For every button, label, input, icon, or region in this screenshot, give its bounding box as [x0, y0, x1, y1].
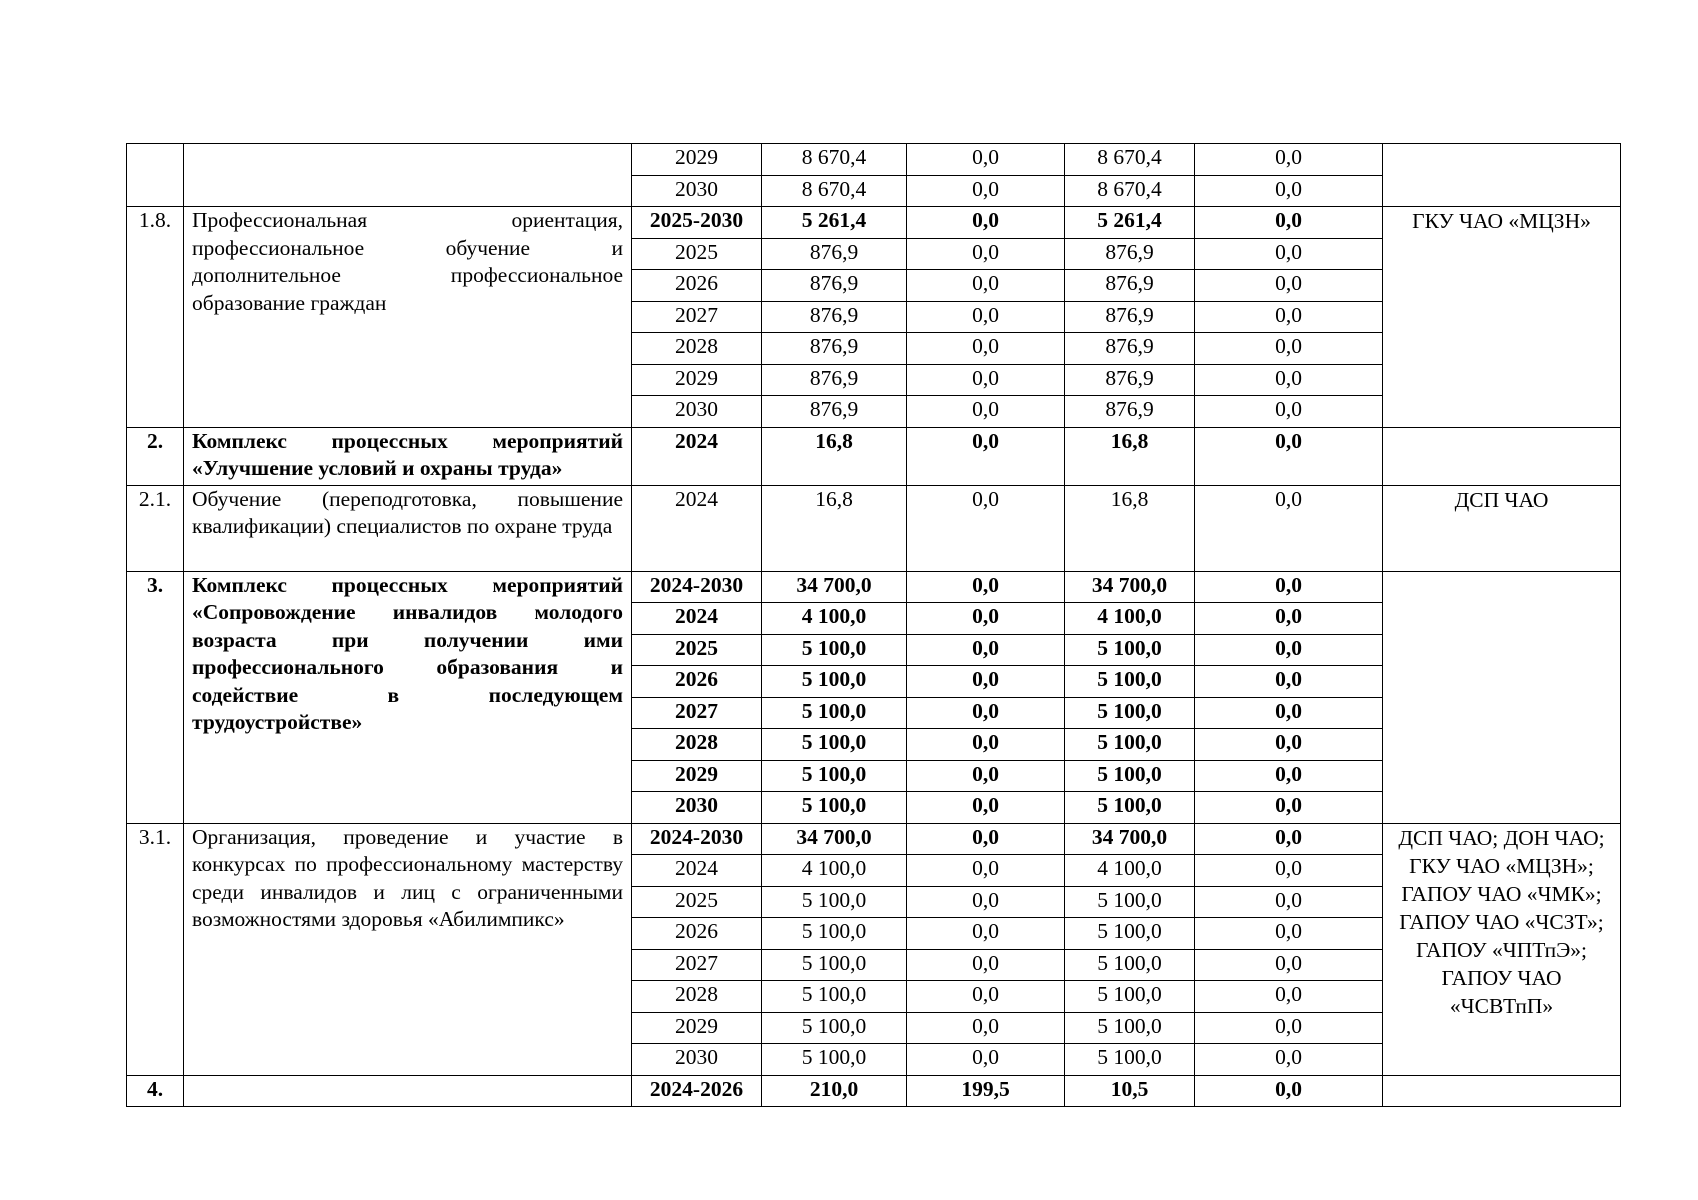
- year-cell: 2028: [632, 729, 762, 761]
- federal-budget-cell: 0,0: [907, 760, 1065, 792]
- other-sources-cell: 0,0: [1195, 981, 1383, 1013]
- year-cell: 2030: [632, 792, 762, 824]
- total-cell: 5 100,0: [762, 1012, 907, 1044]
- item-name: Комплекс процессных мероприятий «Сопровождение инвалидов молодого возраста при получении ими профессионального образования и содействие в последующем трудоустройстве»: [184, 571, 632, 823]
- year-cell: 2024: [632, 855, 762, 887]
- federal-budget-cell: 0,0: [907, 666, 1065, 698]
- year-cell: 2024: [632, 485, 762, 571]
- other-sources-cell: 0,0: [1195, 396, 1383, 428]
- total-cell: 4 100,0: [762, 855, 907, 887]
- other-sources-cell: 0,0: [1195, 270, 1383, 302]
- other-sources-cell: 0,0: [1195, 427, 1383, 485]
- table-row: [127, 427, 1621, 485]
- total-cell: 876,9: [762, 301, 907, 333]
- table-row: [127, 485, 1621, 571]
- table-body: [127, 144, 1621, 1107]
- year-cell: 2029: [632, 144, 762, 176]
- year-cell: 2025: [632, 238, 762, 270]
- federal-budget-cell: 0,0: [907, 485, 1065, 571]
- year-cell: 2028: [632, 333, 762, 365]
- regional-budget-cell: 5 100,0: [1065, 634, 1195, 666]
- total-cell: 5 100,0: [762, 634, 907, 666]
- year-cell: 2028: [632, 981, 762, 1013]
- regional-budget-cell: 10,5: [1065, 1075, 1195, 1107]
- federal-budget-cell: 0,0: [907, 396, 1065, 428]
- responsible-executor: [1383, 144, 1621, 207]
- responsible-executor: ГКУ ЧАО «МЦЗН»: [1383, 207, 1621, 428]
- other-sources-cell: 0,0: [1195, 729, 1383, 761]
- regional-budget-cell: 876,9: [1065, 238, 1195, 270]
- federal-budget-cell: 0,0: [907, 823, 1065, 855]
- federal-budget-cell: 0,0: [907, 333, 1065, 365]
- year-cell: 2024: [632, 603, 762, 635]
- year-cell: 2024-2030: [632, 823, 762, 855]
- total-cell: 8 670,4: [762, 144, 907, 176]
- regional-budget-cell: 876,9: [1065, 396, 1195, 428]
- year-cell: 2025-2030: [632, 207, 762, 239]
- regional-budget-cell: 16,8: [1065, 485, 1195, 571]
- item-number: 1.8.: [127, 207, 184, 428]
- regional-budget-cell: 5 100,0: [1065, 949, 1195, 981]
- federal-budget-cell: 0,0: [907, 603, 1065, 635]
- total-cell: 16,8: [762, 485, 907, 571]
- item-number: [127, 144, 184, 207]
- federal-budget-cell: 0,0: [907, 855, 1065, 887]
- responsible-executor: ДСП ЧАО: [1383, 485, 1621, 571]
- item-number: 3.1.: [127, 823, 184, 1075]
- item-name: [184, 144, 632, 207]
- budget-table: [126, 143, 1621, 1107]
- regional-budget-cell: 34 700,0: [1065, 571, 1195, 603]
- federal-budget-cell: 0,0: [907, 144, 1065, 176]
- federal-budget-cell: 0,0: [907, 886, 1065, 918]
- year-cell: 2029: [632, 364, 762, 396]
- total-cell: 5 100,0: [762, 918, 907, 950]
- regional-budget-cell: 4 100,0: [1065, 603, 1195, 635]
- total-cell: 5 100,0: [762, 981, 907, 1013]
- federal-budget-cell: 0,0: [907, 697, 1065, 729]
- item-name: [184, 1075, 632, 1107]
- total-cell: 5 100,0: [762, 1044, 907, 1076]
- total-cell: 210,0: [762, 1075, 907, 1107]
- year-cell: 2027: [632, 301, 762, 333]
- federal-budget-cell: 0,0: [907, 1044, 1065, 1076]
- federal-budget-cell: 0,0: [907, 949, 1065, 981]
- federal-budget-cell: 0,0: [907, 981, 1065, 1013]
- total-cell: 5 100,0: [762, 886, 907, 918]
- item-number: 4.: [127, 1075, 184, 1107]
- regional-budget-cell: 5 100,0: [1065, 792, 1195, 824]
- federal-budget-cell: 0,0: [907, 634, 1065, 666]
- responsible-executor: ДСП ЧАО; ДОН ЧАО; ГКУ ЧАО «МЦЗН»; ГАПОУ ЧАО «ЧМК»; ГАПОУ ЧАО «ЧСЗТ»; ГАПОУ «ЧПТпЭ»; ГАПОУ ЧАО «ЧСВТпП»: [1383, 823, 1621, 1075]
- year-cell: 2029: [632, 760, 762, 792]
- other-sources-cell: 0,0: [1195, 207, 1383, 239]
- regional-budget-cell: 34 700,0: [1065, 823, 1195, 855]
- item-number: 3.: [127, 571, 184, 823]
- responsible-executor: [1383, 571, 1621, 823]
- regional-budget-cell: 5 100,0: [1065, 697, 1195, 729]
- other-sources-cell: 0,0: [1195, 666, 1383, 698]
- regional-budget-cell: 5 100,0: [1065, 886, 1195, 918]
- other-sources-cell: 0,0: [1195, 333, 1383, 365]
- regional-budget-cell: 5 100,0: [1065, 729, 1195, 761]
- total-cell: 8 670,4: [762, 175, 907, 207]
- item-name: Профессиональная ориентация, профессиональное обучение и дополнительное профессиональное образование граждан: [184, 207, 632, 428]
- other-sources-cell: 0,0: [1195, 485, 1383, 571]
- table-row: [127, 144, 1621, 176]
- federal-budget-cell: 0,0: [907, 175, 1065, 207]
- federal-budget-cell: 0,0: [907, 238, 1065, 270]
- other-sources-cell: 0,0: [1195, 175, 1383, 207]
- year-cell: 2025: [632, 634, 762, 666]
- year-cell: 2030: [632, 1044, 762, 1076]
- total-cell: 4 100,0: [762, 603, 907, 635]
- other-sources-cell: 0,0: [1195, 1044, 1383, 1076]
- year-cell: 2030: [632, 175, 762, 207]
- year-cell: 2024: [632, 427, 762, 485]
- other-sources-cell: 0,0: [1195, 571, 1383, 603]
- federal-budget-cell: 0,0: [907, 270, 1065, 302]
- other-sources-cell: 0,0: [1195, 301, 1383, 333]
- regional-budget-cell: 876,9: [1065, 333, 1195, 365]
- item-name: Комплекс процессных мероприятий «Улучшение условий и охраны труда»: [184, 427, 632, 485]
- responsible-executor: [1383, 427, 1621, 485]
- total-cell: 5 100,0: [762, 697, 907, 729]
- item-number: 2.1.: [127, 485, 184, 571]
- total-cell: 5 100,0: [762, 792, 907, 824]
- total-cell: 5 261,4: [762, 207, 907, 239]
- other-sources-cell: 0,0: [1195, 238, 1383, 270]
- total-cell: 34 700,0: [762, 823, 907, 855]
- year-cell: 2027: [632, 697, 762, 729]
- year-cell: 2026: [632, 270, 762, 302]
- year-cell: 2025: [632, 886, 762, 918]
- federal-budget-cell: 0,0: [907, 1012, 1065, 1044]
- other-sources-cell: 0,0: [1195, 634, 1383, 666]
- regional-budget-cell: 8 670,4: [1065, 175, 1195, 207]
- total-cell: 16,8: [762, 427, 907, 485]
- other-sources-cell: 0,0: [1195, 760, 1383, 792]
- federal-budget-cell: 199,5: [907, 1075, 1065, 1107]
- total-cell: 5 100,0: [762, 760, 907, 792]
- table-row: [127, 823, 1621, 855]
- table-row: [127, 207, 1621, 239]
- regional-budget-cell: 5 100,0: [1065, 1012, 1195, 1044]
- total-cell: 876,9: [762, 364, 907, 396]
- year-cell: 2030: [632, 396, 762, 428]
- federal-budget-cell: 0,0: [907, 364, 1065, 396]
- total-cell: 5 100,0: [762, 729, 907, 761]
- other-sources-cell: 0,0: [1195, 886, 1383, 918]
- year-cell: 2024-2026: [632, 1075, 762, 1107]
- item-name: Организация, проведение и участие в конкурсах по профессиональному мастерству среди инвалидов и лиц с ограниченными возможностями здоровья «Абилимпикс»: [184, 823, 632, 1075]
- other-sources-cell: 0,0: [1195, 364, 1383, 396]
- year-cell: 2026: [632, 918, 762, 950]
- year-cell: 2029: [632, 1012, 762, 1044]
- regional-budget-cell: 5 100,0: [1065, 760, 1195, 792]
- federal-budget-cell: 0,0: [907, 571, 1065, 603]
- federal-budget-cell: 0,0: [907, 729, 1065, 761]
- other-sources-cell: 0,0: [1195, 855, 1383, 887]
- other-sources-cell: 0,0: [1195, 1075, 1383, 1107]
- regional-budget-cell: 5 100,0: [1065, 981, 1195, 1013]
- regional-budget-cell: 876,9: [1065, 270, 1195, 302]
- federal-budget-cell: 0,0: [907, 427, 1065, 485]
- other-sources-cell: 0,0: [1195, 697, 1383, 729]
- year-cell: 2024-2030: [632, 571, 762, 603]
- other-sources-cell: 0,0: [1195, 603, 1383, 635]
- total-cell: 876,9: [762, 396, 907, 428]
- total-cell: 876,9: [762, 270, 907, 302]
- item-name: Обучение (переподготовка, повышение квалификации) специалистов по охране труда: [184, 485, 632, 571]
- other-sources-cell: 0,0: [1195, 144, 1383, 176]
- item-number: 2.: [127, 427, 184, 485]
- year-cell: 2026: [632, 666, 762, 698]
- other-sources-cell: 0,0: [1195, 918, 1383, 950]
- total-cell: 876,9: [762, 238, 907, 270]
- federal-budget-cell: 0,0: [907, 301, 1065, 333]
- total-cell: 5 100,0: [762, 666, 907, 698]
- regional-budget-cell: 5 100,0: [1065, 918, 1195, 950]
- regional-budget-cell: 8 670,4: [1065, 144, 1195, 176]
- other-sources-cell: 0,0: [1195, 1012, 1383, 1044]
- federal-budget-cell: 0,0: [907, 207, 1065, 239]
- federal-budget-cell: 0,0: [907, 792, 1065, 824]
- total-cell: 876,9: [762, 333, 907, 365]
- regional-budget-cell: 5 100,0: [1065, 666, 1195, 698]
- regional-budget-cell: 876,9: [1065, 364, 1195, 396]
- other-sources-cell: 0,0: [1195, 949, 1383, 981]
- regional-budget-cell: 876,9: [1065, 301, 1195, 333]
- regional-budget-cell: 5 100,0: [1065, 1044, 1195, 1076]
- federal-budget-cell: 0,0: [907, 918, 1065, 950]
- total-cell: 5 100,0: [762, 949, 907, 981]
- responsible-executor: [1383, 1075, 1621, 1107]
- other-sources-cell: 0,0: [1195, 792, 1383, 824]
- regional-budget-cell: 4 100,0: [1065, 855, 1195, 887]
- year-cell: 2027: [632, 949, 762, 981]
- table-row: [127, 571, 1621, 603]
- regional-budget-cell: 5 261,4: [1065, 207, 1195, 239]
- other-sources-cell: 0,0: [1195, 823, 1383, 855]
- total-cell: 34 700,0: [762, 571, 907, 603]
- table-row: [127, 1075, 1621, 1107]
- regional-budget-cell: 16,8: [1065, 427, 1195, 485]
